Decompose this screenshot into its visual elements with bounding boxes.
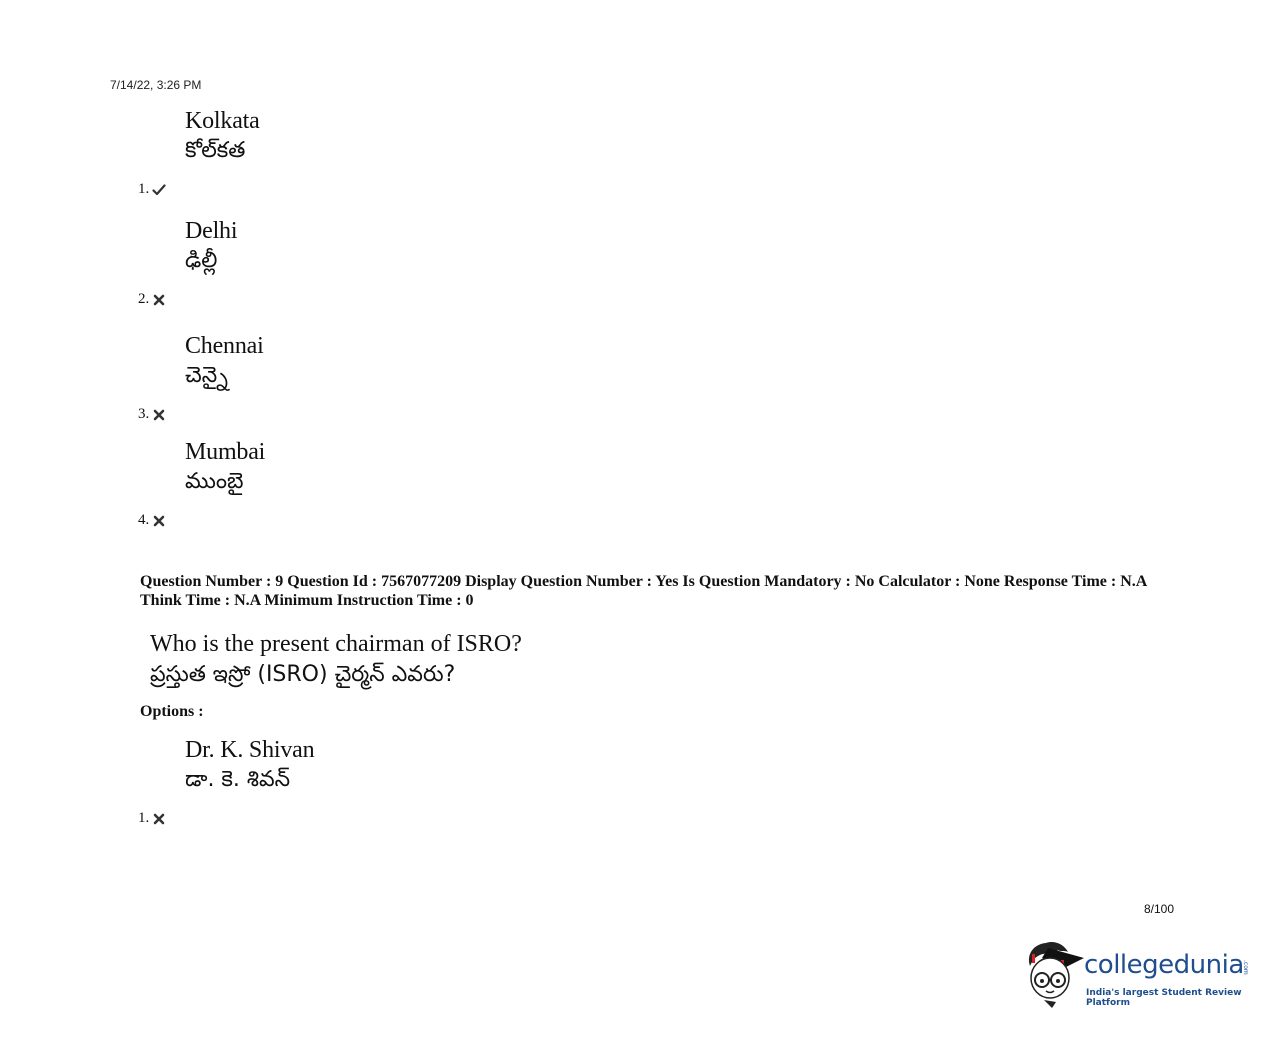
option-number: 4.: [138, 512, 166, 529]
brand-name: collegedunia: [1084, 950, 1244, 980]
question-metadata: Question Number : 9 Question Id : 7567077209 Display Question Number : Yes Is Question Mandatory : No Calculator : None Response Time : N.A Think Time : N.A Minimum Instruction Time : 0: [140, 573, 1147, 609]
option-english: Dr. K. Shivan: [185, 737, 315, 763]
cross-icon: [152, 812, 166, 826]
check-icon: [152, 183, 166, 197]
option-telugu: ముంబై: [185, 469, 244, 494]
option-telugu: డా. కె. శివన్: [185, 767, 291, 792]
option-telugu: కోల్‌కత: [185, 138, 246, 163]
prev-option-2: [138, 218, 538, 308]
question-telugu: ప్రస్తుత ఇస్రో (ISRO) చైర్మన్ ఎవరు?: [150, 662, 456, 687]
question-block: [150, 629, 522, 691]
brand-tagline: India's largest Student Review Platform: [1086, 988, 1242, 1008]
option-english: Mumbai: [185, 439, 266, 465]
option-english: Delhi: [185, 218, 238, 244]
option-english: Kolkata: [185, 108, 260, 134]
prev-option-3: [138, 333, 538, 423]
cross-icon: [152, 514, 166, 528]
page-number: 8/100: [1144, 902, 1175, 916]
option-number: 3.: [138, 406, 166, 423]
question-english: Who is the present chairman of ISRO?: [150, 631, 522, 657]
option-english: Chennai: [185, 333, 264, 359]
brand-domain: .com: [1242, 960, 1249, 975]
option-telugu: చెన్నై: [185, 363, 228, 388]
option-1: [138, 737, 538, 827]
options-label: Options :: [140, 703, 204, 720]
print-timestamp: 7/14/22, 3:26 PM: [110, 78, 202, 92]
option-telugu: ఢిల్లీ: [185, 248, 218, 273]
prev-option-1: [138, 108, 538, 198]
option-number: 2.: [138, 291, 166, 308]
cross-icon: [152, 293, 166, 307]
collegedunia-logo: [1024, 938, 1264, 1012]
option-number: 1.: [138, 810, 166, 827]
cross-icon: [152, 408, 166, 422]
option-number: 1.: [138, 181, 166, 198]
prev-option-4: [138, 439, 538, 529]
mascot-icon: [1024, 938, 1086, 1010]
